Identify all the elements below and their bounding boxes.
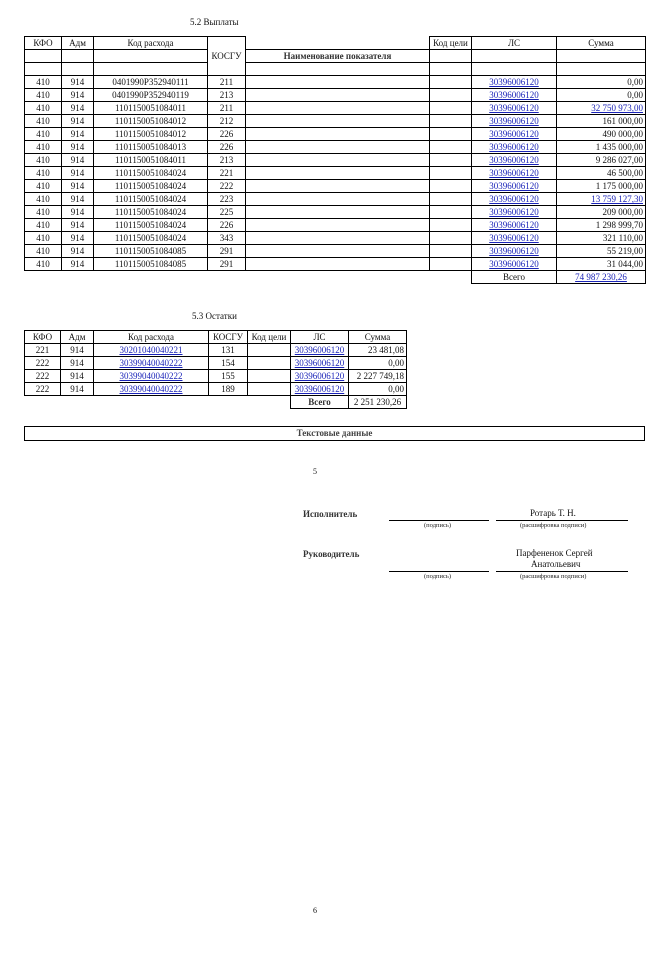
cell-sum: 31 044,00	[557, 258, 646, 271]
cell-kosgu: 155	[209, 370, 248, 383]
executor-caption-decode: (расшифровка подписи)	[520, 522, 587, 529]
cell-adm: 914	[62, 245, 94, 258]
manager-name-line1: Парфененок Сергей	[516, 548, 593, 558]
cell-code: 1101150051084013	[94, 141, 208, 154]
cell-sum: 1 175 000,00	[557, 180, 646, 193]
cell-adm: 914	[62, 193, 94, 206]
cell-adm: 914	[62, 258, 94, 271]
executor-caption-sign: (подпись)	[424, 522, 451, 529]
cell-kfo: 410	[25, 115, 62, 128]
cell-ls[interactable]: 30396006120	[472, 102, 557, 115]
cell-kosgu: 131	[209, 344, 248, 357]
cell-kosgu: 189	[209, 383, 248, 396]
table-row	[25, 245, 646, 258]
cell-kfo: 410	[25, 180, 62, 193]
cell-kosgu: 225	[208, 206, 246, 219]
header-ls: ЛС	[472, 37, 557, 50]
cell-kfo: 410	[25, 167, 62, 180]
cell-adm: 914	[62, 115, 94, 128]
cell-code: 1101150051084024	[94, 193, 208, 206]
cell-ls[interactable]: 30396006120	[472, 76, 557, 89]
cell-kfo: 410	[25, 245, 62, 258]
cell-kfo: 410	[25, 89, 62, 102]
header-name: Наименование показателя	[246, 50, 430, 63]
balances-total-label: Всего	[291, 396, 349, 409]
cell-adm: 914	[62, 89, 94, 102]
cell-adm: 914	[62, 180, 94, 193]
cell-kfo: 410	[25, 102, 62, 115]
cell-adm: 914	[62, 206, 94, 219]
table-row	[25, 206, 646, 219]
cell-adm: 914	[61, 357, 94, 370]
cell-code: 1101150051084012	[94, 115, 208, 128]
cell-ls[interactable]: 30396006120	[472, 232, 557, 245]
cell-sum: 0,00	[349, 357, 407, 370]
bal-header-kfo: КФО	[25, 331, 61, 344]
table-row	[25, 219, 646, 232]
cell-adm: 914	[61, 344, 94, 357]
cell-ls[interactable]: 30396006120	[472, 128, 557, 141]
cell-kosgu: 226	[208, 219, 246, 232]
cell-sum: 46 500,00	[557, 167, 646, 180]
cell-sum: 0,00	[557, 76, 646, 89]
cell-code: 1101150051084085	[94, 245, 208, 258]
cell-code: 1101150051084024	[94, 206, 208, 219]
cell-ls[interactable]: 30396006120	[472, 141, 557, 154]
table-row	[25, 232, 646, 245]
cell-ls[interactable]: 30396006120	[472, 193, 557, 206]
cell-kosgu: 211	[208, 102, 246, 115]
manager-label: Руководитель	[303, 549, 360, 559]
cell-adm: 914	[62, 232, 94, 245]
balances-table	[24, 330, 407, 409]
cell-kosgu: 213	[208, 89, 246, 102]
top-mark: '	[314, 0, 316, 6]
cell-code: 1101150051084024	[94, 219, 208, 232]
cell-code[interactable]: 30399040040222	[94, 357, 209, 370]
executor-decode-line	[496, 520, 628, 521]
cell-code: 1101150051084024	[94, 232, 208, 245]
cell-code: 1101150051084024	[94, 180, 208, 193]
cell-ls[interactable]: 30396006120	[472, 219, 557, 232]
cell-sum: 161 000,00	[557, 115, 646, 128]
cell-ls[interactable]: 30396006120	[472, 167, 557, 180]
cell-kfo: 222	[25, 370, 61, 383]
table-row	[25, 128, 646, 141]
cell-code[interactable]: 30399040040222	[94, 370, 209, 383]
manager-name-line2: Анатольевич	[531, 559, 581, 569]
table-row	[25, 383, 407, 396]
executor-sign-line	[389, 520, 489, 521]
cell-ls[interactable]: 30396006120	[472, 206, 557, 219]
text-data-label: Текстовые данные	[296, 428, 373, 438]
manager-sign-line	[389, 571, 489, 572]
cell-sum: 9 286 027,00	[557, 154, 646, 167]
header-kosgu: КОСГУ	[208, 37, 246, 76]
bal-header-kosgu: КОСГУ	[209, 331, 248, 344]
cell-sum: 490 000,00	[557, 128, 646, 141]
cell-kosgu: 223	[208, 193, 246, 206]
cell-kosgu: 222	[208, 180, 246, 193]
cell-kfo: 410	[25, 193, 62, 206]
cell-sum[interactable]: 13 759 127,30	[557, 193, 646, 206]
balances-total: 2 251 230,26	[349, 396, 407, 409]
page-number-5: 5	[313, 467, 317, 476]
cell-sum: 23 481,08	[349, 344, 407, 357]
text-data-box	[24, 426, 645, 441]
cell-adm: 914	[62, 167, 94, 180]
table-row	[25, 193, 646, 206]
cell-kosgu: 226	[208, 128, 246, 141]
table-row	[25, 357, 407, 370]
cell-sum: 1 435 000,00	[557, 141, 646, 154]
manager-caption-sign: (подпись)	[424, 573, 451, 580]
cell-code[interactable]: 30201040040221	[94, 344, 209, 357]
cell-kfo: 410	[25, 141, 62, 154]
cell-adm: 914	[62, 219, 94, 232]
table-row	[25, 180, 646, 193]
table-row	[25, 76, 646, 89]
cell-kfo: 410	[25, 206, 62, 219]
executor-label: Исполнитель	[303, 509, 358, 519]
cell-ls[interactable]: 30396006120	[472, 245, 557, 258]
cell-kfo: 222	[25, 357, 61, 370]
bal-header-sum: Сумма	[349, 331, 407, 344]
cell-sum: 2 227 749,18	[349, 370, 407, 383]
cell-kfo: 222	[25, 383, 61, 396]
header-goal: Код цели	[430, 37, 472, 50]
cell-kfo: 410	[25, 258, 62, 271]
cell-kfo: 410	[25, 232, 62, 245]
cell-code: 1101150051084011	[94, 102, 208, 115]
cell-code[interactable]: 30399040040222	[94, 383, 209, 396]
cell-kfo: 410	[25, 128, 62, 141]
manager-caption-decode: (расшифровка подписи)	[520, 573, 587, 580]
cell-ls[interactable]: 30396006120	[291, 344, 349, 357]
cell-kosgu: 343	[208, 232, 246, 245]
cell-ls[interactable]: 30396006120	[472, 115, 557, 128]
cell-adm: 914	[61, 370, 94, 383]
cell-code: 0401990P352940119	[94, 89, 208, 102]
cell-sum: 321 110,00	[557, 232, 646, 245]
bal-header-code: Код расхода	[94, 331, 209, 344]
table-row	[25, 344, 407, 357]
cell-sum[interactable]: 32 750 973,00	[557, 102, 646, 115]
manager-decode-line	[496, 571, 628, 572]
cell-ls[interactable]: 30396006120	[291, 370, 349, 383]
table-row	[25, 370, 407, 383]
cell-code: 0401990P352940111	[94, 76, 208, 89]
cell-adm: 914	[62, 141, 94, 154]
table-row	[25, 258, 646, 271]
balances-title: 5.3 Остатки	[192, 311, 237, 321]
cell-adm: 914	[62, 154, 94, 167]
table-row	[25, 89, 646, 102]
cell-kosgu: 154	[209, 357, 248, 370]
cell-kosgu: 211	[208, 76, 246, 89]
payments-total-label: Всего	[472, 271, 557, 284]
page-number-6: 6	[313, 906, 317, 915]
executor-name: Ротарь Т. Н.	[530, 508, 576, 518]
header-sum: Сумма	[557, 37, 646, 50]
table-row	[25, 141, 646, 154]
cell-adm: 914	[62, 102, 94, 115]
cell-code: 1101150051084024	[94, 167, 208, 180]
cell-ls[interactable]: 30396006120	[472, 89, 557, 102]
cell-sum: 0,00	[557, 89, 646, 102]
cell-code: 1101150051084011	[94, 154, 208, 167]
bal-header-ls: ЛС	[291, 331, 349, 344]
header-kfo: КФО	[25, 37, 62, 50]
header-adm: Адм	[62, 37, 94, 50]
cell-ls[interactable]: 30396006120	[291, 383, 349, 396]
bal-header-goal: Код цели	[248, 331, 291, 344]
cell-ls[interactable]: 30396006120	[472, 180, 557, 193]
cell-code: 1101150051084085	[94, 258, 208, 271]
cell-ls[interactable]: 30396006120	[472, 258, 557, 271]
cell-code: 1101150051084012	[94, 128, 208, 141]
cell-kfo: 410	[25, 76, 62, 89]
cell-ls[interactable]: 30396006120	[472, 154, 557, 167]
cell-adm: 914	[62, 76, 94, 89]
cell-adm: 914	[62, 128, 94, 141]
cell-kosgu: 291	[208, 245, 246, 258]
payments-total[interactable]: 74 987 230,26	[557, 271, 646, 284]
payments-title: 5.2 Выплаты	[190, 17, 239, 27]
cell-kfo: 410	[25, 219, 62, 232]
table-row	[25, 154, 646, 167]
cell-kfo: 410	[25, 154, 62, 167]
cell-ls[interactable]: 30396006120	[291, 357, 349, 370]
bal-header-adm: Адм	[61, 331, 94, 344]
cell-kosgu: 212	[208, 115, 246, 128]
cell-sum: 209 000,00	[557, 206, 646, 219]
cell-kosgu: 213	[208, 154, 246, 167]
cell-kosgu: 226	[208, 141, 246, 154]
cell-kosgu: 291	[208, 258, 246, 271]
cell-adm: 914	[61, 383, 94, 396]
cell-kosgu: 221	[208, 167, 246, 180]
cell-kfo: 221	[25, 344, 61, 357]
table-row	[25, 102, 646, 115]
table-row	[25, 167, 646, 180]
table-row	[25, 115, 646, 128]
cell-sum: 55 219,00	[557, 245, 646, 258]
header-code: Код расхода	[94, 37, 208, 50]
cell-sum: 0,00	[349, 383, 407, 396]
cell-sum: 1 298 999,70	[557, 219, 646, 232]
payments-table	[24, 36, 646, 284]
